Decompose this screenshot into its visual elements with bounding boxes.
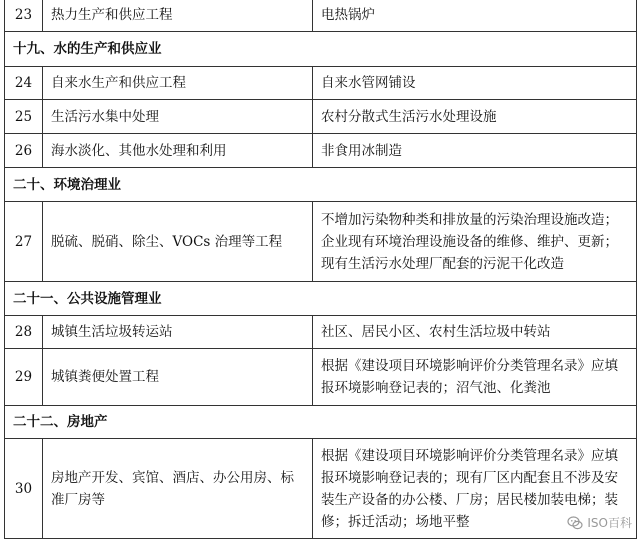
table-row [5,439,637,539]
wechat-icon [567,515,583,531]
project-description: 自来水管网铺设 [313,67,637,100]
table-row [5,202,637,282]
project-name: 脱硫、脱硝、除尘、VOCs 治理等工程 [43,202,313,282]
section-header [5,406,637,439]
project-description: 根据《建设项目环境影响评价分类管理名录》应填报环境影响登记表的；现有厂区内配套且不涉及安装生产设备的办公楼、厂房；居民楼加装电梯；装修；拆迁活动；场地平整 [313,439,637,539]
section-title: 二十、环境治理业 [5,168,637,202]
table-row [5,316,637,349]
row-number: 24 [5,67,43,100]
classification-table [4,0,637,539]
project-name: 房地产开发、宾馆、酒店、办公用房、标准厂房等 [43,439,313,539]
project-name: 城镇生活垃圾转运站 [43,316,313,349]
project-description: 根据《建设项目环境影响评价分类管理名录》应填报环境影响登记表的；沼气池、化粪池 [313,349,637,406]
section-title: 十九、水的生产和供应业 [5,32,637,67]
table-row [5,349,637,406]
watermark [567,514,632,531]
row-number: 26 [5,134,43,168]
section-title: 二十一、公共设施管理业 [5,282,637,316]
section-header [5,282,637,316]
project-description: 电热锅炉 [313,0,637,32]
project-name: 海水淡化、其他水处理和利用 [43,134,313,168]
table-row [5,100,637,134]
row-number: 25 [5,100,43,134]
project-name: 生活污水集中处理 [43,100,313,134]
row-number: 29 [5,349,43,406]
section-header [5,168,637,202]
project-description: 农村分散式生活污水处理设施 [313,100,637,134]
watermark-text: ISO百科 [587,516,632,530]
project-description: 社区、居民小区、农村生活垃圾中转站 [313,316,637,349]
table-row [5,134,637,168]
project-name: 自来水生产和供应工程 [43,67,313,100]
project-description: 非食用冰制造 [313,134,637,168]
project-name: 热力生产和供应工程 [43,0,313,32]
table-row [5,0,637,32]
row-number: 27 [5,202,43,282]
table-row [5,67,637,100]
section-title: 二十二、房地产 [5,406,637,439]
project-description: 不增加污染物种类和排放量的污染治理设施改造；企业现有环境治理设施设备的维修、维护、更新；现有生活污水处理厂配套的污泥干化改造 [313,202,637,282]
project-name: 城镇粪便处置工程 [43,349,313,406]
section-header [5,32,637,67]
row-number: 23 [5,0,43,32]
row-number: 30 [5,439,43,539]
row-number: 28 [5,316,43,349]
